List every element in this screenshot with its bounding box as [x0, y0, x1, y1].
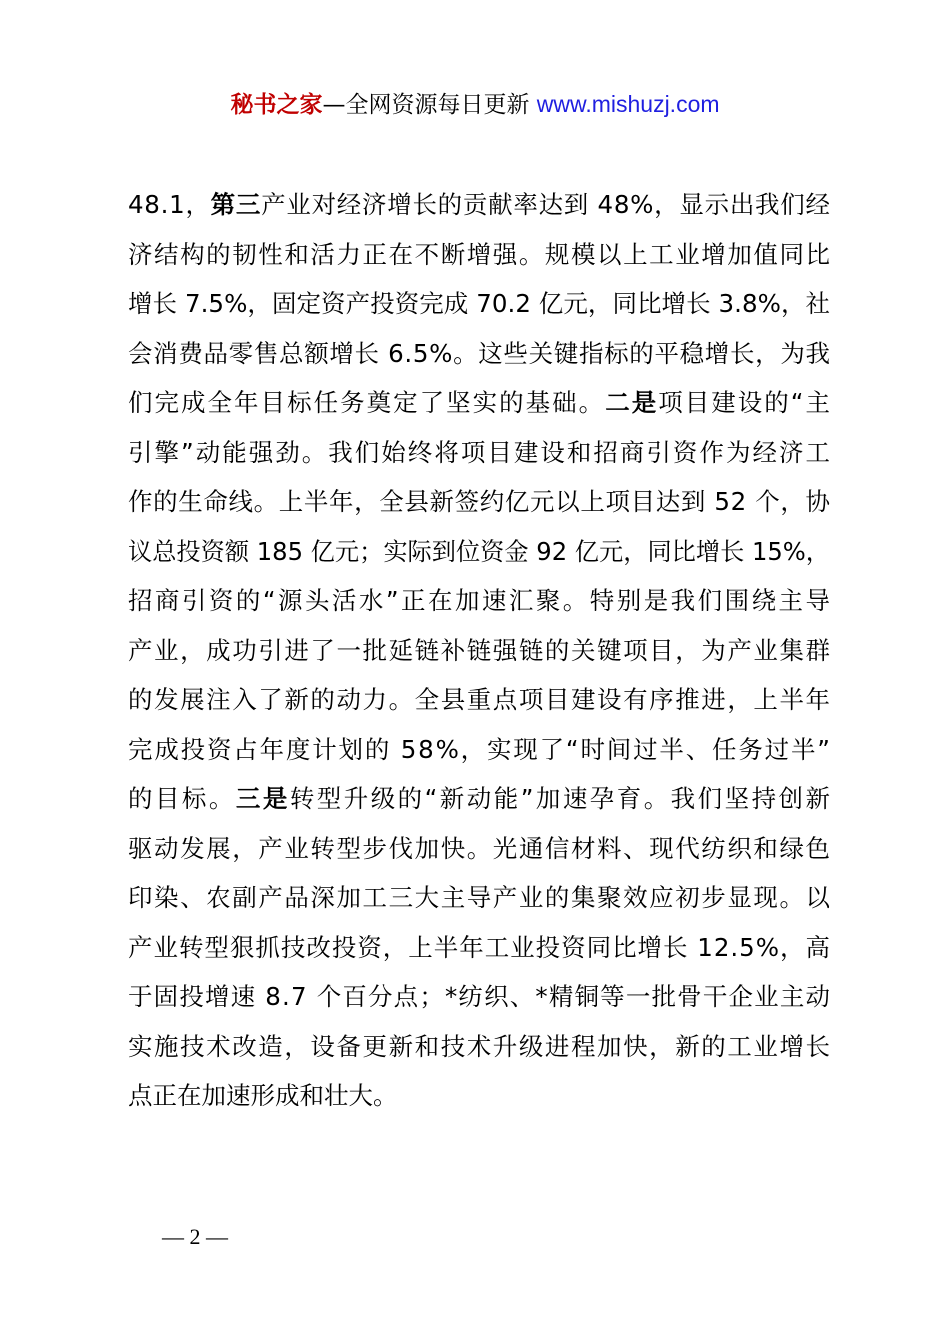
text-segment: 完成投资占年度计划的 58%，实现了“时间过半、任务过半” — [128, 734, 832, 764]
text-line — [128, 923, 831, 973]
text-line — [128, 230, 832, 280]
text-segment: 招商引资的“源头活水”正在加速汇聚。特别是我们围绕主导 — [128, 586, 833, 615]
text-segment: 产业转型狠抓技改投资，上半年工业投资同比增长 12.5%，高 — [128, 932, 831, 962]
text-segment: 济结构的韧性和活力正在不断增强。规模以上工业增加值同比 — [128, 239, 832, 269]
text-segment: 产业对经济增长的贡献率达到 48%，显示出我们经 — [261, 190, 831, 219]
bold-heading-marker: 三是 — [235, 784, 290, 813]
text-line — [128, 1071, 828, 1121]
text-segment: 的发展注入了新的动力。全县重点项目建设有序推进，上半年 — [128, 685, 832, 714]
text-line — [128, 1022, 832, 1072]
text-segment: 驱动发展，产业转型步伐加快。光通信材料、现代纺织和绿色 — [128, 833, 832, 863]
bold-heading-marker: 第三 — [210, 190, 262, 219]
site-header — [0, 86, 950, 123]
text-segment: 会消费品零售总额增长 6.5%。这些关键指标的平稳增长，为我 — [128, 338, 831, 368]
text-segment: 产业，成功引进了一批延链补链强链的关键项目，为产业集群 — [128, 635, 832, 665]
text-line — [128, 180, 831, 230]
text-segment: 增长 7.5%，固定资产投资完成 70.2 亿元，同比增长 3.8%，社 — [128, 289, 831, 318]
text-line — [128, 576, 833, 626]
text-segment: 们完成全年目标任务奠定了坚实的基础。 — [128, 388, 606, 417]
site-url-link[interactable]: www.mishuzj.com — [536, 91, 720, 117]
text-line — [128, 626, 832, 676]
bold-heading-marker: 二是 — [605, 388, 659, 417]
text-segment: 作的生命线。上半年，全县新签约亿元以上项目达到 52 个，协 — [128, 487, 831, 516]
text-segment: 于固投增速 8.7 个百分点；*纺织、*精铜等一批骨干企业主动 — [128, 982, 832, 1011]
text-segment: 引擎”动能强劲。我们始终将项目建设和招商引资作为经济工 — [128, 437, 832, 467]
text-line — [128, 428, 832, 478]
text-line — [128, 279, 831, 329]
text-line — [128, 477, 831, 527]
text-segment: 的目标。 — [128, 784, 236, 813]
document-body — [128, 180, 833, 1121]
header-tagline: —全网资源每日更新 — [322, 92, 537, 118]
text-line — [128, 774, 833, 824]
text-line — [128, 378, 833, 428]
brand-name: 秘书之家 — [230, 92, 323, 118]
text-segment: 实施技术改造，设备更新和技术升级进程加快，新的工业增长 — [128, 1031, 832, 1061]
text-segment: 印染、农副产品深加工三大主导产业的集聚效应初步显现。以 — [128, 883, 832, 912]
page-number: — 2 — — [162, 1224, 228, 1249]
text-segment: 项目建设的“主 — [658, 388, 833, 417]
text-line — [128, 824, 832, 874]
text-line — [128, 675, 832, 725]
text-segment: 点正在加速形成和壮大。 — [128, 1081, 398, 1110]
text-line — [128, 873, 832, 923]
text-line — [128, 329, 831, 379]
text-line — [128, 527, 831, 577]
text-segment: 议总投资额 185 亿元；实际到位资金 92 亿元，同比增长 15%， — [128, 536, 831, 566]
text-line — [128, 725, 832, 775]
text-segment: 48.1， — [128, 190, 211, 219]
text-line — [128, 972, 832, 1022]
text-segment: 转型升级的“新动能”加速孕育。我们坚持创新 — [289, 784, 833, 813]
